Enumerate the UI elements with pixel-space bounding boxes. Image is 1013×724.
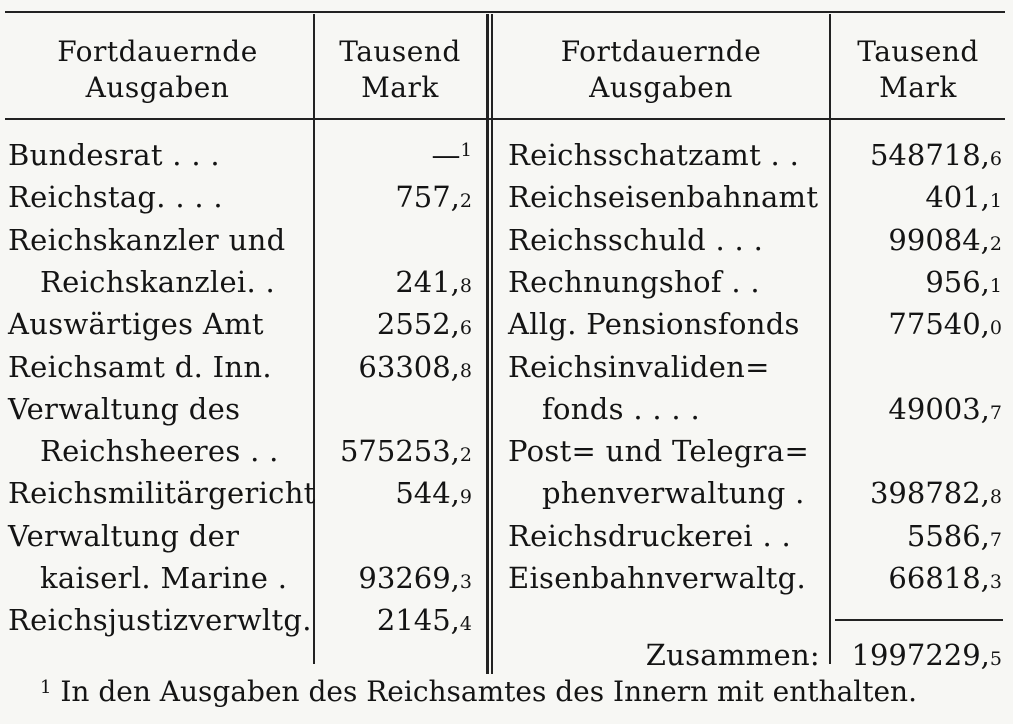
left-row-label: kaiserl. Marine .: [40, 561, 288, 595]
left-row-value-dec: 8: [459, 274, 472, 297]
left-row-label: Auswärtiges Amt: [8, 307, 264, 342]
left-row-label: Reichsmilitärgericht: [8, 476, 316, 511]
top-rule: [5, 11, 1005, 13]
left-row-value-int: 2145,: [376, 603, 460, 638]
header-left-value-line1: Tausend: [339, 35, 461, 68]
left-row-value-int: 757,: [395, 180, 460, 215]
header-right-value-line2: Mark: [879, 71, 957, 104]
left-row-value-int: 63308,: [358, 349, 460, 384]
left-row-label: Reichstag. . . .: [8, 180, 223, 215]
left-row-value-dec: 8: [459, 359, 472, 382]
right-row-label: Reichsinvaliden=: [508, 349, 770, 384]
header-right-value: [832, 34, 1004, 106]
left-row-value-int: 241,: [395, 264, 460, 299]
right-row-label: Eisenbahnverwaltg.: [508, 561, 807, 595]
left-row-value-dec: 6: [459, 317, 472, 340]
header-right-value-line1: Tausend: [857, 35, 979, 68]
left-row-value-int: —: [431, 138, 461, 172]
right-row-label: Rechnungshof . .: [508, 264, 760, 299]
header-left-label: [5, 34, 310, 106]
header-right-label: [494, 34, 828, 106]
right-row-value-int: 401,: [925, 180, 990, 215]
left-row-value: [318, 179, 472, 219]
left-row-value: [318, 264, 472, 304]
right-row-value-int: 5586,: [906, 518, 990, 553]
header-right-label-line1: Fortdauernde: [560, 35, 762, 68]
right-row-value: [832, 264, 1002, 304]
left-row-value: [318, 349, 472, 389]
header-left-label-line2: Ausgaben: [85, 71, 230, 104]
right-row-value-dec: 7: [989, 528, 1002, 551]
right-row-value-int: 956,: [925, 264, 990, 299]
right-row-value: [832, 518, 1002, 558]
footnote: [40, 673, 1000, 711]
left-row-value-int: 544,: [395, 476, 460, 511]
right-row-value-int: 99084,: [888, 222, 990, 257]
footnote-text: In den Ausgaben des Reichsamtes des Innern mit enthalten.: [60, 675, 917, 708]
header-left-value-line2: Mark: [361, 71, 439, 104]
left-row-value: [318, 560, 472, 600]
right-row-label: Allg. Pensionsfonds: [508, 307, 800, 342]
right-row-value-dec: 0: [989, 317, 1002, 340]
right-row-value: [832, 560, 1002, 600]
right-row-value: [832, 475, 1002, 515]
header-right-label-line2: Ausgaben: [589, 71, 733, 104]
total-rule: [835, 619, 1003, 621]
right-row-value-dec: 8: [989, 486, 1002, 509]
left-row-value-dec: 2: [459, 444, 472, 467]
right-row-value: [832, 222, 1002, 262]
total-value-dec: 5: [989, 648, 1002, 670]
right-row-value: [832, 179, 1002, 219]
right-row-value-dec: 7: [989, 401, 1002, 424]
right-row-label: fonds . . . .: [542, 391, 700, 426]
left-row-label: Reichskanzler und: [8, 222, 286, 257]
right-row-value-int: 77540,: [888, 307, 990, 342]
left-row-value-dec: 3: [459, 571, 472, 593]
right-row-value-dec: 6: [989, 148, 1002, 170]
right-row-value: [832, 137, 1002, 177]
right-row-value: [832, 306, 1002, 346]
left-row-value: [318, 602, 472, 642]
center-divider-2: [491, 14, 493, 674]
total-value-int: 1997229,: [851, 638, 990, 672]
left-row-value-int: 575253,: [339, 434, 460, 469]
left-row-value-sup: 1: [460, 140, 472, 161]
left-row-value: [318, 137, 472, 177]
total-value: [832, 637, 1002, 677]
left-row-label: Reichsamt d. Inn.: [8, 349, 272, 384]
right-row-label: Reichsschuld . . .: [508, 222, 764, 257]
right-row-value: [832, 391, 1002, 431]
right-col-divider: [829, 14, 831, 664]
left-col-divider: [313, 14, 315, 664]
center-divider: [486, 14, 489, 674]
header-rule: [5, 118, 1005, 120]
left-row-value: [318, 433, 472, 473]
header-left-value: [315, 34, 485, 106]
right-row-value-int: 66818,: [888, 561, 990, 595]
right-row-value-dec: 1: [989, 190, 1002, 213]
right-row-value-dec: 1: [989, 274, 1002, 297]
header-left-label-line1: Fortdauernde: [57, 35, 258, 68]
left-row-label: Reichsjustizverwltg.: [8, 603, 312, 638]
left-row-label: Reichsheeres . .: [40, 434, 279, 469]
right-row-label: Reichsschatzamt . .: [508, 138, 800, 172]
right-row-value-int: 548718,: [869, 138, 990, 172]
left-row-label: Verwaltung des: [8, 391, 241, 426]
left-row-value: [318, 475, 472, 515]
left-row-value-int: 93269,: [358, 561, 460, 595]
right-row-value-int: 49003,: [888, 391, 990, 426]
left-row-value-dec: 9: [459, 486, 472, 509]
left-row-value-int: 2552,: [376, 307, 460, 342]
right-row-label: Reichsdruckerei . .: [508, 518, 792, 553]
right-row-value-dec: 2: [989, 232, 1002, 255]
total-label: Zusammen:: [645, 638, 820, 672]
right-row-value-dec: 3: [989, 571, 1002, 593]
left-row-value-dec: 2: [459, 190, 472, 213]
left-row-label: Bundesrat . . .: [8, 138, 220, 172]
left-row-value: [318, 306, 472, 346]
right-row-label: Post= und Telegra=: [508, 434, 810, 469]
right-row-label: Reichseisenbahnamt: [508, 180, 819, 215]
left-row-value-dec: 4: [459, 613, 472, 636]
right-row-label: phenverwaltung .: [542, 476, 805, 511]
left-row-label: Reichskanzlei. .: [40, 264, 276, 299]
right-row-value-int: 398782,: [869, 476, 990, 511]
left-row-label: Verwaltung der: [8, 518, 240, 553]
footnote-marker: 1: [40, 677, 52, 698]
